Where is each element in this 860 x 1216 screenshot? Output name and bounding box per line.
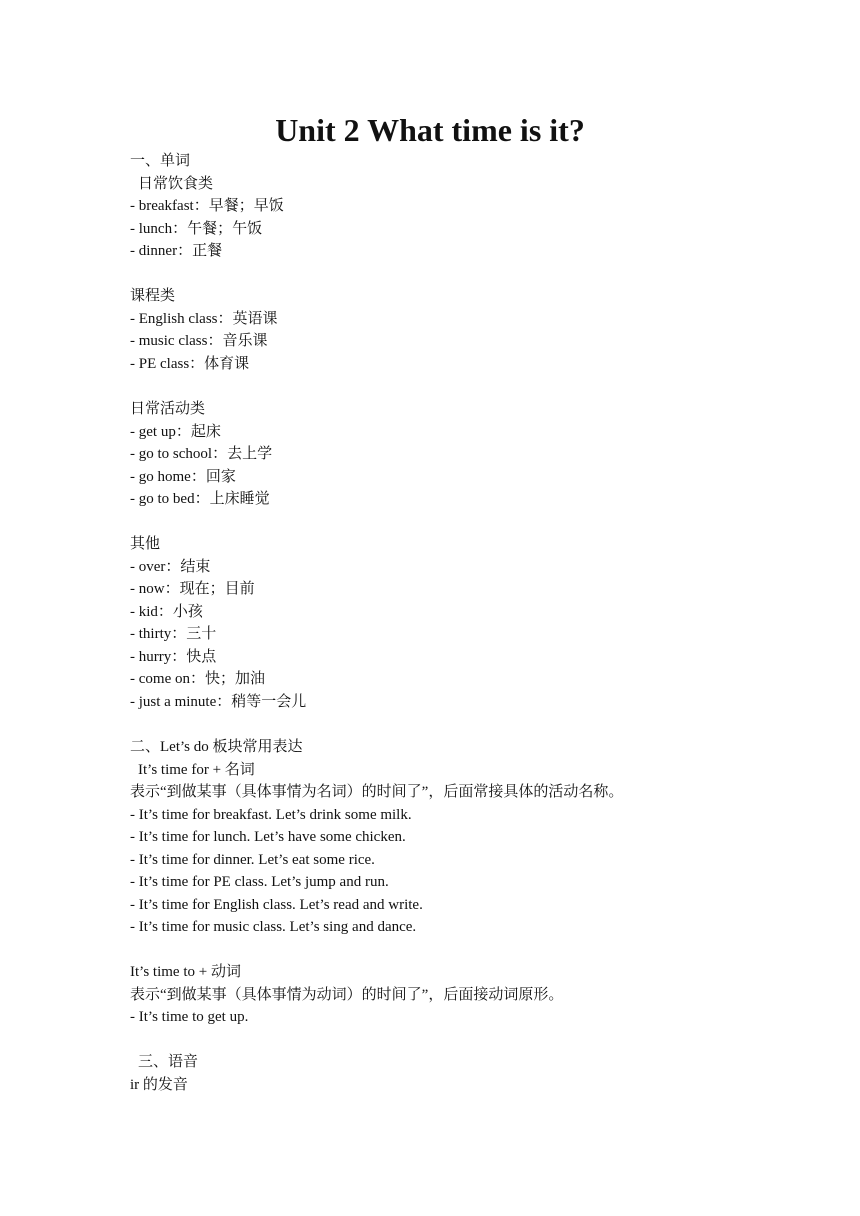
vocab-item: - over：结束 xyxy=(130,559,211,575)
example-sentence: - It’s time for breakfast. Let’s drink some milk. xyxy=(130,807,412,823)
category-heading-classes: 课程类 xyxy=(130,288,176,304)
vocab-item: - go to bed：上床睡觉 xyxy=(130,491,270,507)
pattern-explanation: 表示“到做某事（具体事情为名词）的时间了”，后面常接具体的活动名称。 xyxy=(130,784,624,800)
vocab-item: - dinner：正餐 xyxy=(130,243,223,259)
example-sentence: - It’s time for English class. Let’s read and write. xyxy=(130,897,423,913)
vocab-item: - English class：英语课 xyxy=(130,311,278,327)
example-sentence: - It’s time to get up. xyxy=(130,1009,249,1025)
pattern-heading-time-to: It’s time to + 动词 xyxy=(130,964,241,980)
vocab-item: - breakfast：早餐；早饭 xyxy=(130,198,284,214)
vocab-item: - thirty：三十 xyxy=(130,626,217,642)
pattern-heading-time-for: It’s time for + 名词 xyxy=(138,762,255,778)
vocab-item: - now：现在；目前 xyxy=(130,581,255,597)
category-heading-others: 其他 xyxy=(130,536,161,552)
vocab-item: - go home：回家 xyxy=(130,469,236,485)
example-sentence: - It’s time for lunch. Let’s have some chicken. xyxy=(130,829,406,845)
vocab-item: - kid：小孩 xyxy=(130,604,203,620)
category-heading-food: 日常饮食类 xyxy=(138,176,214,192)
vocab-item: - lunch：午餐；午饭 xyxy=(130,221,263,237)
example-sentence: - It’s time for PE class. Let’s jump and run. xyxy=(130,874,389,890)
section-heading-expressions: 二、Let’s do 板块常用表达 xyxy=(130,739,303,755)
pattern-explanation: 表示“到做某事（具体事情为动词）的时间了”，后面接动词原形。 xyxy=(130,987,564,1003)
section-heading-vocabulary: 一、单词 xyxy=(130,153,191,169)
vocab-item: - music class：音乐课 xyxy=(130,333,268,349)
vocab-item: - get up：起床 xyxy=(130,424,221,440)
vocab-item: - just a minute：稍等一会儿 xyxy=(130,694,307,710)
vocab-item: - go to school：去上学 xyxy=(130,446,273,462)
vocab-item: - hurry：快点 xyxy=(130,649,217,665)
category-heading-activities: 日常活动类 xyxy=(130,401,206,417)
vocab-item: - come on：快；加油 xyxy=(130,671,265,687)
section-heading-phonics: 三、语音 xyxy=(138,1054,199,1070)
example-sentence: - It’s time for music class. Let’s sing and dance. xyxy=(130,919,417,935)
phonics-subheading: ir 的发音 xyxy=(130,1077,188,1093)
page-title: Unit 2 What time is it? xyxy=(275,112,585,148)
vocab-item: - PE class：体育课 xyxy=(130,356,250,372)
example-sentence: - It’s time for dinner. Let’s eat some rice. xyxy=(130,852,375,868)
